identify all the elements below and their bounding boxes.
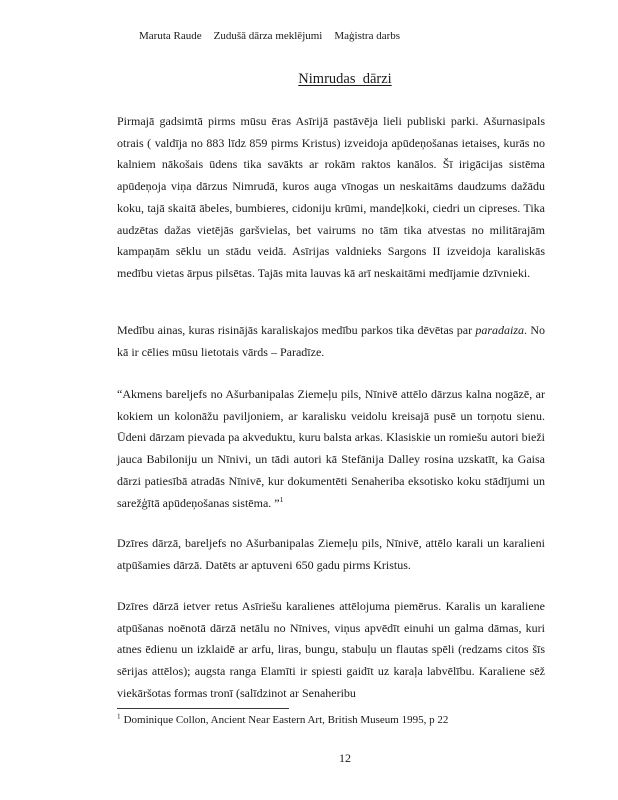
paragraph-5 [117,596,545,705]
paragraph-1 [117,111,545,285]
footnote-text: Dominique Collon, Ancient Near Eastern Art, British Museum 1995, p 22 [123,714,449,726]
paragraph-3-quote [117,384,545,514]
text-segment: Pirmajā gadsimtā pirms mūsu ēras Asīrijā pastāvēja lieli publiski parki. Ašurnasipals otrais ( valdīja no 883 līdz 859 pirms Kristus) izveidoja apūdeņošanas ietaises, kurās no kalniem nākošais ūdens tika savākts ar rokām raktos kanālos. Šī irigācijas sistēma apūdeņoja viņa dārzus Nimrudā, kuros auga vīnogas un neskaitāms daudzums dažādu koku, tajā skaitā ābeles, bumbieres, cidoniju krūmi, mandeļkoki, ciedri un cipreses. Tika audzētas dažas vietējās garšvielas, bet vairums no tām tika atvestas no militārajām kampaņām sēklu un stādu veidā. Asīrijas valdnieks Sargons II izveidoja karaliskās medību vietas ārpus pilsētas. Tajās mita lauvas kā arī neskaitāmi medījamie dzīvnieki. [117,114,545,280]
header-author: Maruta Raude [139,30,202,42]
footnote-marker: 1 [117,712,121,721]
section-title: Nimrudas dārzi [298,71,392,87]
paragraph-4 [117,533,545,576]
text-segment-italic: paradaiza [475,323,525,337]
text-segment: Dzīres dārzā, bareljefs no Ašurbanipalas Ziemeļu pils, Nīnivē, attēlo karali un karalieni atpūšamies dārzā. Datēts ar aptuveni 650 gadu pirms Kristus. [117,536,545,572]
text-segment: Medību ainas, kuras risinājās karaliskajos medību parkos tika dēvētas par [117,323,476,337]
text-segment: Dzīres dārzā ietver retus Asīriešu karalienes attēlojuma piemērus. Karalis un karaliene atpūšanas noēnotā dārzā netālu no Nīnives, viņus apvēdīt einuhi un galma dāmas, kuri atnes ēdienu un izklaidē ar arfu, liras, bungu, stabuļu un flautas spēli (redzams citos šīs sērijas attēlos); augsta ranga Elamīti ir spiesti gaidīt uz karaļa labvēlību. Karaliene sēž viekāršotas formas tronī (salīdzinot ar Senaheribu [117,599,545,700]
text-segment-superscript: 1 [279,494,284,504]
text-segment: . No kā ir cēlies mūsu lietotais vārds – Paradīze. [117,323,545,359]
header-doc-type: Maģistra darbs [334,30,401,42]
footnote [117,713,545,728]
footnote-separator [117,708,289,709]
page-number: 12 [339,751,351,765]
text-segment: “Akmens bareljefs no Ašurbanipalas Ziemeļu pils, Nīnivē attēlo dārzus kalna nogāzē, ar kokiem un kolonāžu paviljoniem, ar karalisku veidolu kreisajā pusē un torņotu sienu. Ūdeni dārzam pievada pa akveduktu, kuru balsta arkas. Klasiskie un romiešu autori bieži jauca Babiloniju un Nīnivi, un tādi autori kā Stefānija Dalley rosina uzskatīt, ka Gaisa dārzi patiesībā atradās Nīnivē, kur dokumentēti Senaheriba eksotisko koku stādījumi un sarežģītā apūdeņošanas sistēma. ” [117,387,545,510]
header-work-title: Zudušā dārza meklējumi [213,30,323,42]
running-header [139,30,400,42]
paragraph-2 [117,320,545,363]
